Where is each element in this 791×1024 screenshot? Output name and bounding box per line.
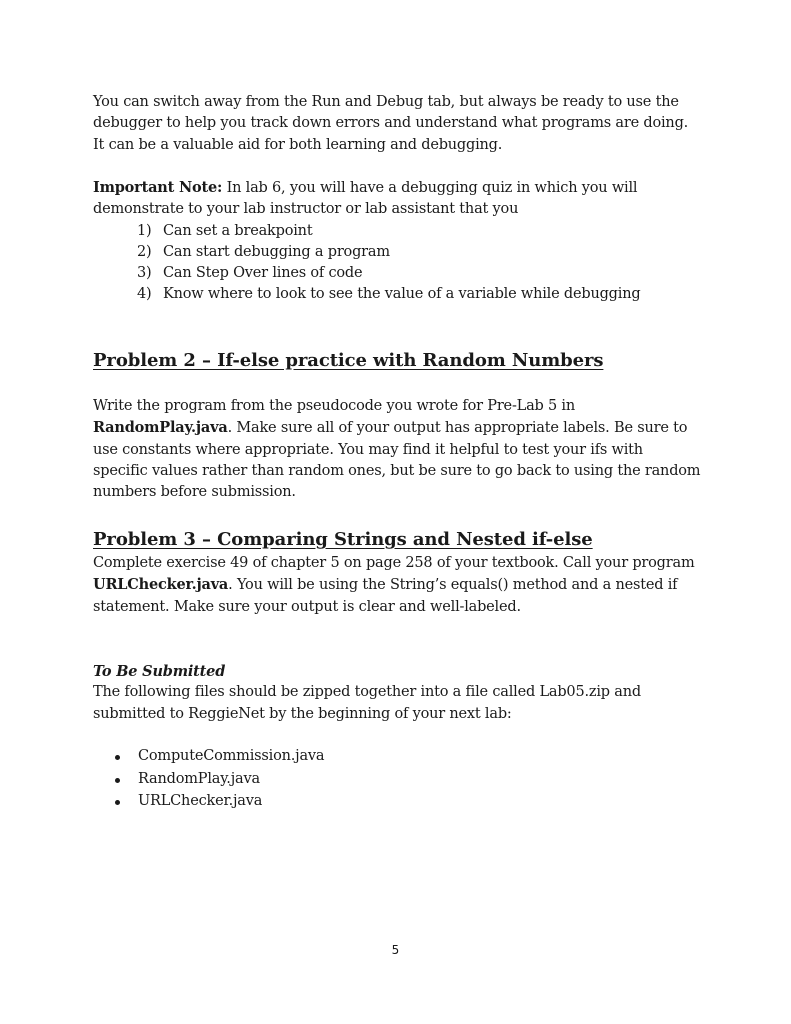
- submission-section: [93, 661, 713, 725]
- list-item-text: Can set a breakpoint: [163, 222, 313, 239]
- note-line: [93, 177, 713, 199]
- list-number: 3): [137, 265, 152, 282]
- intro-line: You can switch away from the Run and Debug tab, but always be ready to use the: [93, 94, 679, 110]
- submission-line: The following files should be zipped together into a file called Lab05.zip and: [93, 684, 641, 701]
- problem-2-line: numbers before submission.: [93, 484, 296, 501]
- bullet-icon: [115, 778, 120, 783]
- problem-2-heading: Problem 2 – If-else practice with Random Numbers: [93, 350, 604, 371]
- list-item-text: Can start debugging a program: [163, 243, 390, 260]
- list-item: [93, 284, 713, 305]
- submission-line: submitted to ReggieNet by the beginning of your next lab:: [93, 705, 512, 722]
- note-line: demonstrate to your lab instructor or lab assistant that you: [93, 201, 519, 218]
- list-item: [93, 791, 713, 814]
- problem-2-line: specific values rather than random ones, but be sure to go back to using the random: [93, 462, 701, 479]
- problem-3-line: Complete exercise 49 of chapter 5 on page 258 of your textbook. Call your program: [93, 555, 695, 571]
- list-item: [93, 746, 713, 769]
- filename: RandomPlay.java: [93, 419, 228, 437]
- problem-2-text: . Make sure all of your output has appropriate labels. Be sure to: [227, 420, 688, 437]
- problem-3-line: [93, 574, 713, 596]
- problem-2-line: [93, 417, 713, 439]
- problem-3-text: . You will be using the String’s equals() method and a nested if: [228, 577, 678, 594]
- list-item: [93, 242, 713, 263]
- list-item-text: Can Step Over lines of code: [163, 265, 363, 282]
- important-note: [93, 177, 713, 306]
- problem-2-body: [93, 396, 713, 503]
- list-number: 4): [137, 286, 152, 303]
- note-label: Important Note:: [93, 179, 223, 196]
- file-name: RandomPlay.java: [138, 770, 260, 787]
- bullet-icon: [115, 800, 120, 805]
- list-item: [93, 221, 713, 242]
- note-text: In lab 6, you will have a debugging quiz in which you will: [222, 180, 638, 196]
- intro-line: It can be a valuable aid for both learning and debugging.: [93, 136, 503, 153]
- bullet-icon: [115, 755, 120, 760]
- problem-2-line: use constants where appropriate. You may find it helpful to test your ifs with: [93, 441, 643, 458]
- file-name: URLChecker.java: [138, 793, 263, 809]
- list-item: [93, 769, 713, 792]
- problem-3-body: [93, 553, 713, 618]
- submission-heading: To Be Submitted: [93, 663, 226, 680]
- file-name: ComputeCommission.java: [138, 748, 325, 764]
- problem-3-heading: Problem 3 – Comparing Strings and Nested if-else: [93, 529, 593, 550]
- debug-skills-list: [93, 221, 713, 306]
- list-number: 1): [137, 222, 152, 239]
- submission-files: [93, 746, 713, 814]
- page-number: 5: [391, 943, 400, 957]
- intro-line: debugger to help you track down errors and understand what programs are doing.: [93, 115, 689, 132]
- list-item-text: Know where to look to see the value of a variable while debugging: [163, 286, 641, 303]
- list-item: [93, 263, 713, 284]
- problem-3-line: statement. Make sure your output is clear and well-labeled.: [93, 598, 521, 615]
- intro-paragraph: [93, 92, 713, 156]
- filename: URLChecker.java: [93, 576, 229, 594]
- file-list: [93, 746, 713, 814]
- list-number: 2): [137, 243, 152, 260]
- problem-2-line: Write the program from the pseudocode you wrote for Pre-Lab 5 in: [93, 398, 576, 414]
